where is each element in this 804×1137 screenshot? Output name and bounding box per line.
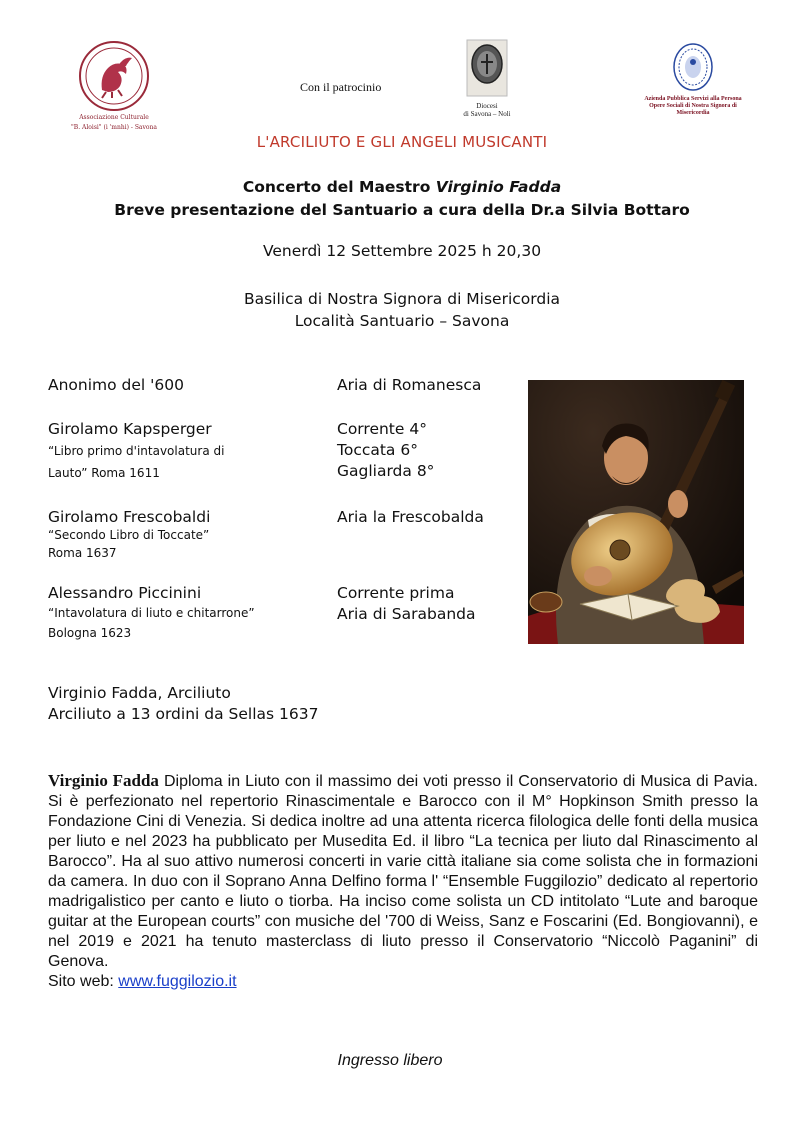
piece-title: Gagliarda 8° (337, 462, 435, 480)
venue-line-1: Basilica di Nostra Signora di Misericordia (243, 290, 561, 308)
diocese-logo (452, 38, 522, 118)
event-venue (0, 288, 804, 332)
asp-caption-2: Opere Sociali di Nostra Signora di (649, 103, 737, 109)
lute-player-painting (528, 380, 744, 644)
performer-block (48, 683, 318, 725)
concert-line-2: Breve presentazione del Santuario a cura della Dr.a Silvia Bottaro (114, 201, 690, 219)
piece-title: Corrente prima (337, 584, 455, 602)
association-logo (62, 40, 166, 132)
patronage-label: Con il patrocinio (300, 80, 382, 94)
performer-line-2: Arciliuto a 13 ordini da Sellas 1637 (48, 705, 319, 723)
source-line: “Secondo Libro di Toccate” (48, 528, 210, 542)
maestro-name: Virginio Fadda (435, 178, 562, 196)
biography (48, 771, 758, 992)
source-line: Bologna 1623 (48, 626, 132, 640)
piece-title: Aria di Sarabanda (337, 605, 476, 623)
asp-logo (644, 42, 742, 117)
source-line: “Intavolatura di liuto e chitarrone” (48, 606, 255, 620)
association-caption-2: "B. Aloisi" (i 'mnhi) - Savona (71, 124, 157, 131)
griffin-seal-icon (78, 40, 150, 112)
website-link[interactable]: www.fuggilozio.it (118, 973, 237, 990)
source-line: Roma 1637 (48, 546, 117, 560)
concert-heading (0, 176, 804, 222)
association-caption-1: Associazione Culturale (79, 114, 149, 121)
source-line: Lauto” Roma 1611 (48, 466, 160, 480)
concert-prefix: Concerto del Maestro (242, 178, 436, 196)
bio-name: Virginio Fadda (48, 771, 159, 790)
event-title: L'ARCILIUTO E GLI ANGELI MUSICANTI (256, 133, 548, 151)
piece-title: Corrente 4° (337, 420, 427, 438)
bio-text: Diploma in Liuto con il massimo dei voti presso il Conservatorio di Musica di Pavia. Si è perfezionato nel repertorio Rinascimentale e Barocco con il M° Hopkinson Smith presso la Fondazione Cini di Venezia. Si dedica inoltre ad una attenta ricerca filologica delle fonti della musica per liuto e nel 2023 ha pubblicato per Musedita Ed. il libro “La tecnica per liuto dal Rinascimento al Barocco”. Ha al suo attivo numerosi concerti in varie città italiane sia come solista che in formazioni da camera. In duo con il Soprano Anna Delfino forma l' “Ensemble Fuggilozio” dedicato al repertorio madrigalistico per canto e liuto o tiorba. Ha inciso come solista un CD intitolato “Lute and baroque guitar at the European courts” con musiche del '700 di Weiss, Sanz e Foscarini (Ed. Bongiovanni), e nel 2019 e 2021 ha tenuto masterclass di liuto presso il Conservatorio “Niccolò Paganini” di Genova. (48, 773, 759, 970)
composer-name: Girolamo Kapsperger (48, 420, 212, 438)
performer-line-1: Virginio Fadda, Arciliuto (48, 684, 231, 702)
asp-caption-3: Misericordia (676, 110, 710, 116)
site-label: Sito web: (48, 973, 119, 990)
composer-name: Anonimo del '600 (48, 376, 185, 394)
concert-line-1 (0, 176, 804, 199)
diocese-crest-icon (465, 38, 509, 98)
composer-name: Alessandro Piccinini (48, 584, 202, 602)
diocese-caption-2: di Savona – Noli (463, 110, 511, 118)
event-date: Venerdì 12 Settembre 2025 h 20,30 (262, 242, 542, 260)
venue-line-2: Località Santuario – Savona (294, 312, 510, 330)
diocese-caption-1: Diocesi (476, 102, 498, 110)
source-line: “Libro primo d'intavolatura di (48, 444, 225, 458)
piece-title: Aria la Frescobalda (337, 508, 484, 526)
piece-title: Aria di Romanesca (337, 376, 482, 394)
asp-seal-icon (672, 42, 714, 92)
composer-name: Girolamo Frescobaldi (48, 508, 211, 526)
piece-title: Toccata 6° (337, 441, 418, 459)
asp-caption-1: Azienda Pubblica Servizi alla Persona (644, 96, 742, 102)
free-entry-note: Ingresso libero (337, 1052, 443, 1069)
